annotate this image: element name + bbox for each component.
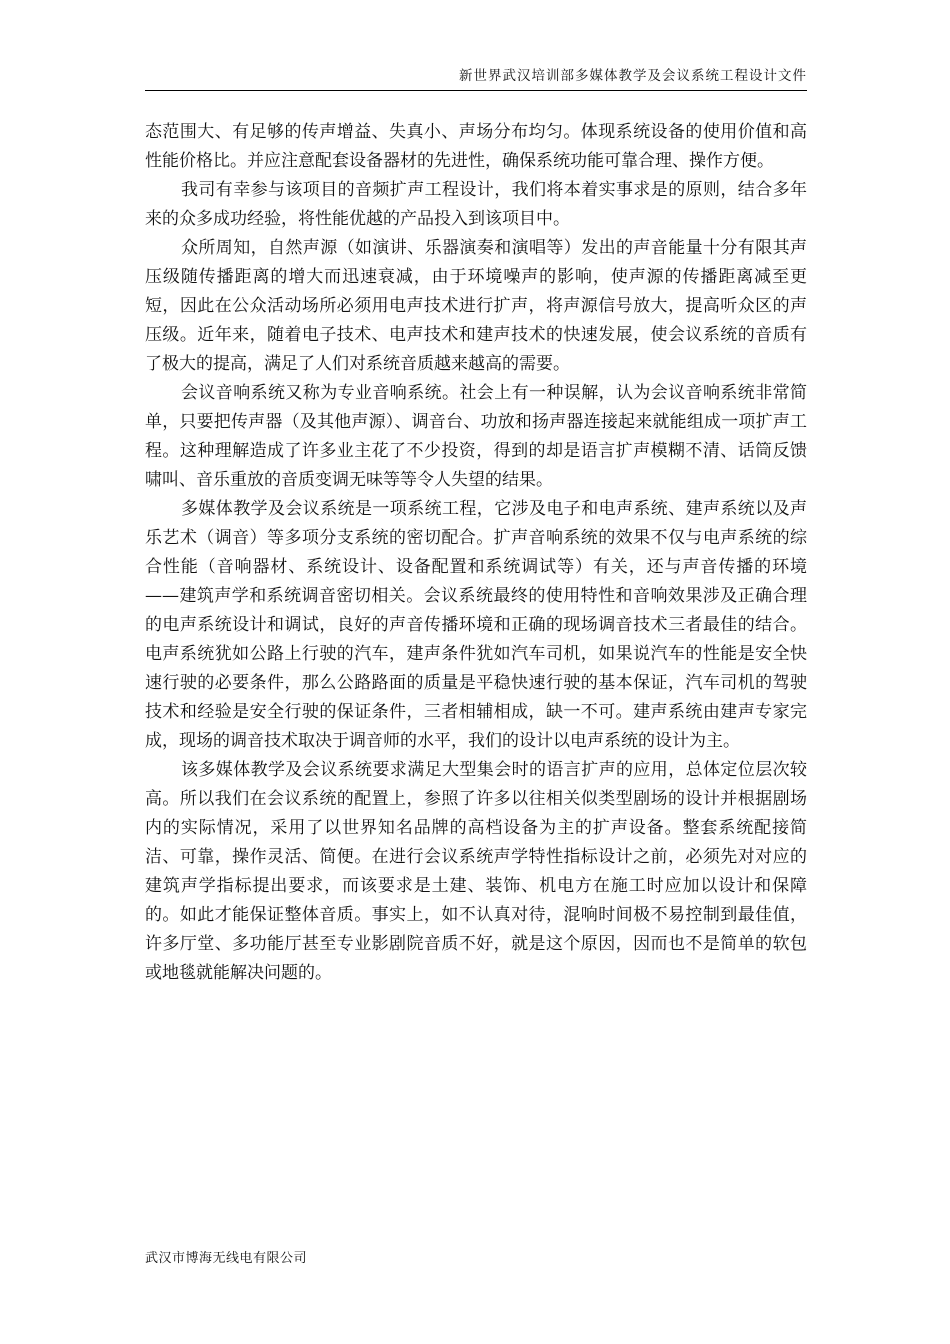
paragraph-configuration: 该多媒体教学及会议系统要求满足大型集会时的语言扩声的应用，总体定位层次较高。所以我们在会议系统的配置上，参照了许多以往相关似类型剧场的设计并根据剧场内的实际情况，采用了以世界知名品牌的高档设备为主的扩声设备。整套系统配接简洁、可靠，操作灵活、简便。在进行会议系统声学特性指标设计之前，必须先对对应的建筑声学指标提出要求，而该要求是土建、装饰、机电方在施工时应加以设计和保障的。如此才能保证整体音质。事实上，如不认真对待，混响时间极不易控制到最佳值，许多厅堂、多功能厅甚至专业影剧院音质不好，就是这个原因，因而也不是简单的软包或地毯就能解决问题的。 [145,760,807,983]
company-name: 武汉市博海无线电有限公司 [145,1251,308,1266]
paragraph-misconception: 会议音响系统又称为专业音响系统。社会上有一种误解，认为会议音响系统非常简单，只要把传声器（及其他声源）、调音台、功放和扬声器连接起来就能组成一项扩声工程。这种理解造成了许多业主花了不少投资，得到的却是语言扩声模糊不清、话筒反馈啸叫、音乐重放的音质变调无味等等令人失望的结果。 [145,383,807,490]
document-body [145,118,807,988]
page-header [145,64,807,91]
paragraph-intro: 我司有幸参与该项目的音频扩声工程设计，我们将本着实事求是的原则，结合多年来的众多成功经验，将性能优越的产品投入到该项目中。 [145,180,807,229]
page-footer [145,1247,307,1266]
paragraph-system-engineering: 多媒体教学及会议系统是一项系统工程，它涉及电子和电声系统、建声系统以及声乐艺术（调音）等多项分支系统的密切配合。扩声音响系统的效果不仅与电声系统的综合性能（音响器材、系统设计、设备配置和系统调试等）有关，还与声音传播的环境——建筑声学和系统调音密切相关。会议系统最终的使用特性和音响效果涉及正确合理的电声系统设计和调试，良好的声音传播环境和正确的现场调音技术三者最佳的结合。电声系统犹如公路上行驶的汽车，建声条件犹如汽车司机，如果说汽车的性能是安全快速行驶的必要条件，那么公路路面的质量是平稳快速行驶的基本保证，汽车司机的驾驶技术和经验是安全行驶的保证条件，三者相辅相成，缺一不可。建声系统由建声专家完成，现场的调音技术取决于调音师的水平，我们的设计以电声系统的设计为主。 [145,499,807,751]
paragraph-sound-source: 众所周知，自然声源（如演讲、乐器演奏和演唱等）发出的声音能量十分有限其声压级随传播距离的增大而迅速衰减，由于环境噪声的影响，使声源的传播距离减至更短，因此在公众活动场所必须用电声技术进行扩声，将声源信号放大，提高听众区的声压级。近年来，随着电子技术、电声技术和建声技术的快速发展，使会议系统的音质有了极大的提高，满足了人们对系统音质越来越高的需要。 [145,238,807,374]
document-title: 新世界武汉培训部多媒体教学及会议系统工程设计文件 [459,68,807,84]
paragraph-continuation: 态范围大、有足够的传声增益、失真小、声场分布均匀。体现系统设备的使用价值和高性能价格比。并应注意配套设备器材的先进性，确保系统功能可靠合理、操作方便。 [145,122,807,171]
